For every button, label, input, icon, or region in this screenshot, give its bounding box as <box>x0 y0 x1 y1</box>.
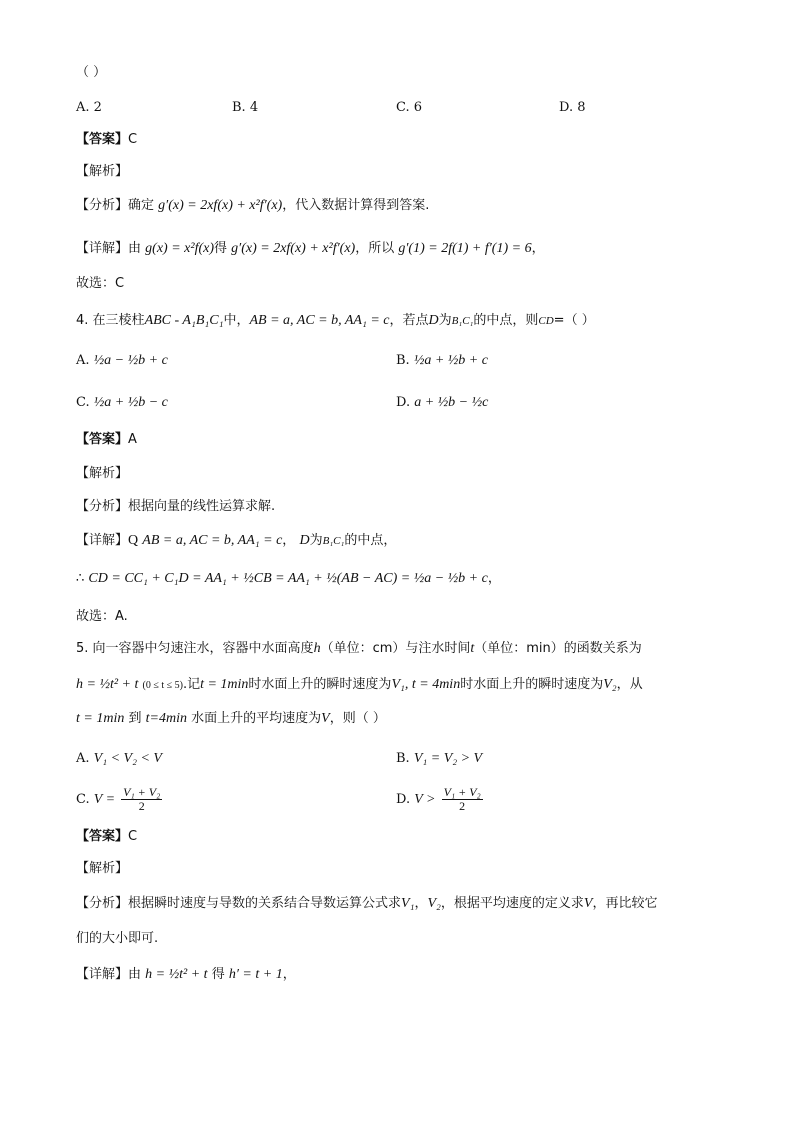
q5-stem-line-2 <box>76 676 643 695</box>
xiangjie-q: Q <box>128 533 139 548</box>
option-expr: a + ½b − ½c <box>414 395 489 410</box>
q5-t4: t=4min <box>145 711 187 726</box>
option-label: B. <box>396 751 410 766</box>
answer-label: 【答案】 <box>76 829 129 844</box>
derivation-expr: CD = CC₁ + C₁D = AA₁ + ½CB = AA₁ + ½(AB − AC) = ½a − ½b + c <box>88 571 488 586</box>
xiangjie-label: 【详解】 <box>76 967 129 982</box>
q5-answer <box>76 828 137 846</box>
fenxi-label: 【分析】 <box>76 896 129 911</box>
q3-fenxi <box>76 197 429 215</box>
q4-stem-tail: =（ ） <box>553 313 595 328</box>
q5-stem2-a: .记 <box>182 677 201 692</box>
q5-stem3-a: 到 <box>128 711 142 726</box>
q4-choice: 故选：A. <box>76 609 128 624</box>
therefore-symbol: ∴ <box>76 571 85 586</box>
q5-option-d[interactable] <box>396 786 485 813</box>
q5-t1: t = 1min <box>200 677 249 692</box>
q4-stem-mid: 中， <box>223 313 250 328</box>
q4-stem-pre: 在三棱柱 <box>92 313 145 328</box>
xiangjie-label: 【详解】 <box>76 533 129 548</box>
fenxi-v2: V₂ <box>427 896 441 911</box>
q5-stem-line-1 <box>76 640 642 658</box>
fenxi-formula: g′(x) = 2xf(x) + x²f′(x) <box>158 198 283 213</box>
xiangjie-mid-1: 得 <box>214 241 228 256</box>
xiangjie-formula-1: h = ½t² + t <box>145 967 208 982</box>
denominator: 2 <box>459 799 466 813</box>
q5-stem1: 向一容器中匀速注水，容器中水面高度 <box>92 641 314 656</box>
option-expr: V₁ < V₂ < V <box>93 751 162 766</box>
numerator: V₁ + V₂ <box>123 785 161 799</box>
option-expr: ½a + ½b − c <box>93 395 168 410</box>
xiangjie-is: 为 <box>309 533 323 548</box>
xiangjie-seg: B₁C₁ <box>322 535 345 547</box>
q5-fenxi-line-2: 们的大小即可. <box>76 931 159 946</box>
option-label: A. <box>76 353 90 368</box>
xiangjie-formula-3: g′(1) = 2f(1) + f′(1) = 6 <box>398 241 532 256</box>
xiangjie-formula-2: h′ = t + 1 <box>228 967 283 982</box>
q3-option-d[interactable]: D. 8 <box>559 100 586 115</box>
option-label: C. <box>76 792 90 807</box>
fenxi-c: ，再比较它 <box>592 896 658 911</box>
q5-v2: V₂ <box>603 677 617 692</box>
q5-t1b: t = 1min <box>76 711 125 726</box>
option-expr: ½a − ½b + c <box>93 353 168 368</box>
q5-stem2-d: ，从 <box>616 677 643 692</box>
q4-analysis-title: 【解析】 <box>76 466 129 481</box>
xiangjie-end: ， <box>282 967 296 982</box>
q4-stem-is: 为 <box>438 313 452 328</box>
fenxi-label: 【分析】 <box>76 499 129 514</box>
derivation-end: ， <box>487 571 501 586</box>
numerator: V₁ + V₂ <box>443 785 481 799</box>
q4-target: CD <box>538 315 554 327</box>
denominator: 2 <box>138 799 145 813</box>
fenxi-v: V <box>583 896 593 911</box>
q4-fenxi <box>76 498 275 516</box>
xiangjie-mid-2: ，所以 <box>355 241 395 256</box>
xiangjie-end: 的中点， <box>344 533 397 548</box>
xiangjie-pre: 由 <box>128 241 142 256</box>
xiangjie-mid: 得 <box>211 967 225 982</box>
q5-option-b[interactable] <box>396 750 482 768</box>
option-lhs: V = <box>93 792 116 807</box>
q4-stem-end: 的中点，则 <box>473 313 539 328</box>
answer-label: 【答案】 <box>76 132 129 147</box>
q5-stem3-c: ，则（ ） <box>329 711 386 726</box>
q3-xiangjie <box>76 240 545 258</box>
q4-option-b[interactable] <box>396 352 488 370</box>
q5-h: h <box>313 641 321 656</box>
q5-stem3-b: 水面上升的平均速度为 <box>191 711 322 726</box>
fenxi-a: 根据瞬时速度与导数的关系结合导数运算公式求 <box>128 896 402 911</box>
q4-answer <box>76 431 137 449</box>
q5-xiangjie <box>76 966 296 984</box>
option-label: D. <box>396 792 411 807</box>
xiangjie-label: 【详解】 <box>76 241 129 256</box>
q3-option-c[interactable]: C. 6 <box>396 100 423 115</box>
xiangjie-formula-2: g′(x) = 2xf(x) + x²f′(x) <box>231 241 356 256</box>
option-expr: ½a + ½b + c <box>413 353 488 368</box>
answer-label: 【答案】 <box>76 432 129 447</box>
fenxi-label: 【分析】 <box>76 198 129 213</box>
q5-option-c[interactable] <box>76 786 164 813</box>
option-expr: V₁ = V₂ > V <box>413 751 483 766</box>
option-label: B. <box>396 353 410 368</box>
q5-option-a[interactable] <box>76 750 162 768</box>
q3-analysis-title: 【解析】 <box>76 164 129 179</box>
xiangjie-d: D <box>299 533 310 548</box>
fenxi-post: ，代入数据计算得到答案. <box>282 198 430 213</box>
q3-option-b[interactable]: B. 4 <box>232 100 259 115</box>
xiangjie-pre: 由 <box>128 967 142 982</box>
q5-stem2-c: 时水面上升的瞬时速度为 <box>460 677 604 692</box>
q4-prism: ABC - A₁B₁C₁ <box>144 313 224 328</box>
xiangjie-end: ， <box>531 241 545 256</box>
q5-v: V <box>321 711 330 726</box>
fenxi-b: ，根据平均速度的定义求 <box>440 896 584 911</box>
answer-value: A <box>128 432 137 447</box>
q4-seg: B₁C₁ <box>451 315 474 327</box>
fenxi-text: 根据向量的线性运算求解. <box>128 499 276 514</box>
q3-choice: 故选：C <box>76 276 125 291</box>
fenxi-comma: ， <box>414 896 428 911</box>
q4-option-c[interactable] <box>76 394 168 412</box>
xiangjie-mid: ， <box>282 533 296 548</box>
q3-answer <box>76 131 137 149</box>
q4-stem <box>76 312 595 330</box>
q5-stem2-b: 时水面上升的瞬时速度为 <box>248 677 392 692</box>
q3-option-a[interactable]: A. 2 <box>76 100 102 115</box>
q5-domain: (0 ≤ t ≤ 5) <box>142 680 183 691</box>
option-lhs: V > <box>414 792 436 807</box>
q4-xiangjie <box>76 532 396 550</box>
q5-stem1b: （单位：cm）与注水时间 <box>320 641 471 656</box>
option-label: D. <box>396 395 411 410</box>
xiangjie-vectors: AB = a, AC = b, AA₁ = c <box>142 533 283 548</box>
fenxi-pre: 确定 <box>128 198 155 213</box>
q3-stem-tail: （ ） <box>76 65 107 80</box>
answer-value: C <box>128 829 138 844</box>
q4-derivation <box>76 570 501 588</box>
option-label: A. <box>76 751 90 766</box>
fraction <box>442 786 483 813</box>
option-label: C. <box>76 395 90 410</box>
q4-stem-cond: ，若点 <box>389 313 429 328</box>
q5-v1: V₁, t = 4min <box>391 677 461 692</box>
q5-formula: h = ½t² + t <box>76 677 139 692</box>
q5-analysis-title: 【解析】 <box>76 861 129 876</box>
q5-stem-line-3 <box>76 710 386 728</box>
q5-stem1c: （单位：min）的函数关系为 <box>474 641 642 656</box>
q5-t: t <box>470 641 475 656</box>
xiangjie-formula-1: g(x) = x²f(x) <box>145 241 214 256</box>
q5-number: 5. <box>76 641 89 656</box>
answer-value: C <box>128 132 138 147</box>
fraction <box>121 786 162 813</box>
q5-fenxi-line-1 <box>76 895 657 913</box>
q4-number: 4. <box>76 313 89 328</box>
q4-point: D <box>428 313 439 328</box>
q4-option-d[interactable] <box>396 394 488 412</box>
q4-vectors: AB = a, AC = b, AA₁ = c <box>249 313 390 328</box>
q4-option-a[interactable] <box>76 352 168 370</box>
fenxi-v1: V₁ <box>401 896 415 911</box>
